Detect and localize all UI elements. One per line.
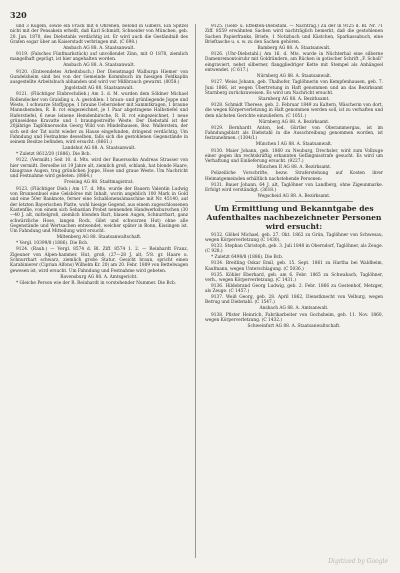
entry-text: * Zuletzt 6498/8 (1886). Die Bcb. — [211, 255, 284, 261]
entry-text: 9120. (Entwendetes Arbeitsbuch.) Der Dienstmagd Walburga Hiemer von Gundelsheim sind bei von der Gemeinde Kommbuch im hiesigen Feldkaplin ausgestellte Arbeitsbuch abhanden und wird vor Mißbrauch gewarnt. (8058.) — [10, 69, 188, 86]
entry-text: 9119. (Falsches Fünfmarkstück) auf unvollendet Zinn, mit O 1878, ziemlich mangelhaft geprägt, ist hier angehalten worden. — [10, 52, 188, 63]
entry-text: 9129. Bernhardt Anton, led. Gürtler von Oberammergau, ist im Fahndungsblatt als Diebstahl in die Ausschreibung genommen worden, ist festzunehmen. (1304/I.) — [205, 125, 383, 142]
entry-signature: Nürnberg AG 88. A. Staatsanwalt. — [256, 74, 332, 80]
entry-signature: Bamberg AG 88. A. Staatsanwalt. — [257, 45, 331, 51]
entry-text: 9134. Breitling Oskar Emil, geb. 15. Sept. 1861 zu Hartha bei Waldheim, Kaufmann, wegen Unterschlagung. (C 5036.) — [205, 261, 383, 272]
entry-text: 9124. (Raub.) — Vergl. 8574 d. Bl. Ziff. 8574 1. 2. — Reinhardt Franz, Zigeuner von Alpen-hammer. Hut, groß, (27—28 J. alt, 5'8. gr. Haare u. Schnurrbart schwarz, ziemlich große Statur, Gesicht braun, spricht einen Karabinierer (Ciprian Alfons) Wilhelm Kr. 20) am 20. Febr. 1889 von Bettelwagen gewesen ist, wird ersucht. Um Fahndung und Festnahme wird gebeten. — [10, 247, 188, 274]
page-number: 320 — [10, 10, 27, 20]
entry-signature: Wegscheid AG 88. A. Bezirksamt. — [257, 193, 331, 199]
column-divider — [195, 24, 196, 558]
entry-signature: Schweinfurt AG 88. A. Staatsanwaltschaft. — [247, 323, 341, 329]
entry-text: 9127. Weiss Johann, geb. Thalhofer, Taglöhnerin von Kempfenhausen, geb. 7. Juni 1866, ist wegen Übertretung in Haft genommen und an das Bezirksamt Starnberg zurückzuweisen. Es wird um Nachricht ersucht. — [205, 80, 383, 96]
entry-signature: München I AG 88. A. Staatsanwalt. — [255, 142, 333, 148]
entry-signature: Nürnberg AG 88. A. Bezirksamt. — [258, 119, 330, 125]
entry-text: 9128. Schmidt Therese, geb. 2. Februar 1849 zu Kaltern, Wäscherin von dort, die wegen Körperverletzung in Haft genommen werden soll, ist zu verhaften und dem nächsten Gerichte einzuliefern. (C 1051.) — [205, 102, 383, 119]
entry-signature: Ansbach AG 88. A. Staatsanwalt. — [63, 45, 135, 51]
entry-signature: Ansbach AG 88. A. Staatsanwalt. — [63, 63, 135, 69]
entry-text: 9138. Pfister Heinrich, Fabrikarbeiter von Gochsheim, geb. 11. Nov. 1860, wegen Körperverletzung. (C 1432.) — [205, 312, 383, 323]
entry-text: 9136. Hildebrand Georg Ludwig, geb. 2. Febr. 1866 zu Gostenhof, Metzger, als Zeuge. (C 1457.) — [205, 283, 383, 295]
entry-signature: Jngolstadt AG 88. Staatsanwalt. — [64, 86, 134, 92]
entry-signature: Ravensburg AG 88. A. Amtsgericht. — [60, 274, 138, 280]
entry-text: 9132. Glöbel Michael, geb. 27. Okt. 1862 zu Grün, Taglöhner von Schwesau, wegen Körperverletzung (C 1430). — [205, 232, 383, 244]
entry-signature: Freising AG 88. Stadtmagistrat. — [64, 180, 134, 186]
section-heading: Um Ermittlung und Bekanntgabe des Aufenthaltes nachbezeichneter Personen wird ersucht: — [206, 203, 382, 231]
entry-text: 9135. Köhler Eberhard, geb. am 6. Febr. 1865 zu Schwabach, Taglöhner, verh., wegen Körperverletzung. (C 1431.) — [205, 272, 383, 283]
left-column — [10, 24, 188, 558]
entry-text: 9133. Stephan Christoph, geb. 3. Juli 1848 in Oberndorf, Taglöhner, als Zeuge. (C 928.) — [205, 244, 383, 255]
entry-text: 9122. (Vermißt.) Seit 10. d. Mts. wird der Bauerssohn Andreas Strasser von hier vermißt. Derselbe ist 19 Jahre alt, ziemlich groß, schlank, hat blonde Haare, blaugraue Augen, trug grünlichen Joppe, Hose und graue Weste. Um Nachricht und Festnahme wird gebeten. (8864.) — [10, 158, 188, 180]
entry-signature: Landshut AG 88. A. Staatsanwalt. — [62, 146, 136, 152]
right-column — [205, 24, 383, 558]
entry-text: 9137. Weiß Georg, geb. 28. April 1862, Dienstknecht von Velburg, wegen Betrug und Diebstahl. (C 1547.) — [205, 295, 383, 306]
entry-signature: München II AG 88. A. Bezirksamt. — [256, 165, 332, 171]
entry-signature: Miltenberg AG 88. Staatsanwaltschaft. — [56, 235, 142, 241]
section-rule — [235, 201, 353, 202]
watermark: Digitized by Google — [328, 558, 388, 565]
entry-text: 9131. Bauer Johann, 64 J. alt, Taglöhner von Landberg, ohne Zigeunmarke. Erfolgt wird verständigt. (3618.) — [205, 182, 383, 193]
entry-text: 9130. Maier Johann, geb. 1860 zu Neuburg, Drechsler, wird zum Vollzuge einer gegen ihn rechtskräftig erkannten Gefängnisstrafe gesucht. Es wird um Verhaftung und Einlieferung ersucht. (9227.) — [205, 148, 383, 165]
entry-text: 9121. (Flüchtiger Einbrechdieb.) Am 3. d. M. wurden dem Söldner Michael Rollendecker von Graisling u. A. gestohlen: 1 braun- und grünliegende Joppe und Weste, 1 schwarze Stoffjoppe, 1 braune Ueberzieher mit Sammtkragen, 1 braune Mannshemden, R. B. rot eingezeichnet, je 1 Paar abgetragene Halbstiefel und Haferstiefel, 6 neue leinene Hemdenhirsche, R. B. rot eingezeichnet, 1 neue grünseidene Kravatte und 1 braungestreifte Weste. Der Diebstahl ist der 20jährige Taglöhnerssohn Georg Wild von Mindelhausen, Bez. Wallerstein, der sich seit der Tat nicht wieder zu Hause eingefunden, dringend verdächtig. Um Fahndung und Festnahme desselben, falls sich die gestohlenen Gegenstände in seinem Besitze befinden, wird ersucht. (8661.) — [10, 92, 188, 146]
entry-text: * Vergl. 10399/8 (1886). Die Bcb. — [16, 241, 89, 247]
entry-text: 9126. (Uhr-Diebstahl.) Am 16. d. Mts. wurde in Nüchterhal eine silberne Damenremontoiruhr mit Goldrändern, am Rücken in gotischer Schrift „F. Scholl“ eingraviert, nebst silberner, flanggliedriger Kette mit Stempel als Anhängsel entwendet. (C 617.) — [205, 52, 383, 74]
entry-signature: Starnberg AG 88. A. Bezirksamt. — [258, 96, 330, 102]
entry-text: * Gleiche Person wie der R. Reinhardt in vorstehender Nummer. Die Bcb. — [16, 280, 177, 286]
entry-text: Polizeiliche Vorschrifte, bezw. Straferstehung auf Kosten ihrer Heimatgemeinden erhältlich nachstehende Personen: — [205, 171, 383, 182]
entry-text: und 3 Kugeln, sowie ein Frack mit 6 Ohrenen, belond in Gilbers. Ein Spitzel nicht mit der Pensakein erhellt, daß Karl Schmidt, Schneider von München, geb. 20. Jan. 1870, des Diebstahls verdächtig ist. Er wird auch die Geständniß des Grafen sogar über an Kaiserstadt verbringen mit. (C 698.) — [10, 24, 188, 46]
entry-text: 9125. (Geld- u. Effekten-Diebstahl. — Nachtrag.) Zu der in 9125 d. Bl. Nr. 71 Ziff. 8559 erwähnten Sachen wird nachträglich bemerkt, daß die gestohlenen Sachen Papierfranks, Briefe, 1 Notizbuch und Kästchen, Sparkassabuch, eine Brieftasche u. s. w. zu den Sachen gehören. — [205, 24, 383, 46]
entry-text: * Zuletzt 8612/20 (1886). Die Bcb. — [16, 152, 91, 158]
entry-text: 9123. (Flüchtiger Dieb.) Am 17. d. Mts. wurde der Bauern Valentin Ludwig von Brunnenbuel eine Gelsbörse mit Inhalt, worin angeblich 100 Mark in Gold und eine 50er Banknote, ferner eine Schablonensämaschine mit Nr. 45140, auf der letzten Bayerischen Platte, wohl hiesige Gegend, aus einem zugeschlossenen Kastenflie, von einem sich Sebastian Probst nennenden Handwerksburschen (30—40 J. alt, mittelgroß, ziemlich blonden Bart, blauen Augen, Schnurrbart, ganz schwärzliche Hose, langen Rock, Gilet und schwarzen Hut) ohne alle Gegenstände und Wertsachen entwendet, welcher später in Bonn, Kissingen ist. Um Fahndung und Mitteilung wird ersucht. — [10, 186, 188, 235]
entry-signature: Ansbach AG 88. A. Amtsanwalt. — [259, 306, 329, 312]
